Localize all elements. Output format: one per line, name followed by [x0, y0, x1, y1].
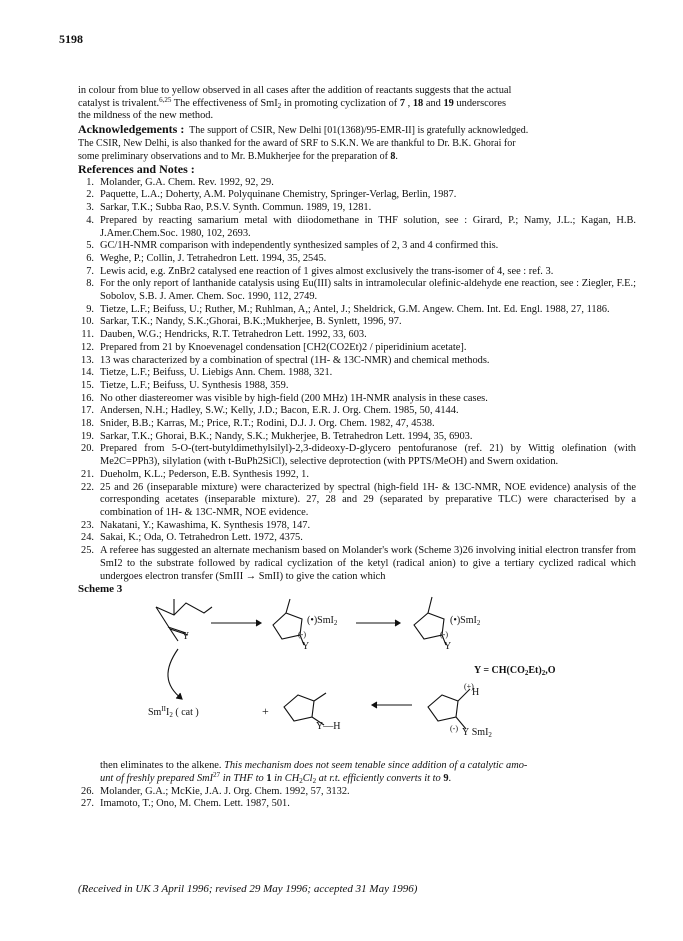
reference-item [78, 215, 636, 240]
reference-text: Prepared from 5-O-(tert-butyldimethylsilyl)-2,3-dideoxy-D-glycero pentofuranose (ref. 21) by Wittig olefination (with Me2C=PPh3), silylation (with t-BuPh2SiCl), selective deprotection (with PPTS/MeOH) and Swern oxidation. [100, 443, 636, 468]
reference-number: 16. [81, 392, 94, 404]
reference-item [78, 418, 636, 431]
reference-number: 27. [81, 798, 94, 810]
reference-number: 5. [86, 240, 94, 252]
reference-text: Sarkar, T.K.; Subba Rao, P.S.V. Synth. Commun. 1989, 19, 1281. [100, 202, 372, 214]
reference-item [78, 367, 636, 380]
reference-number: 13. [81, 354, 94, 366]
reference-item [78, 798, 636, 811]
reference-text: Dauben, W.G.; Hendricks, R.T. Tetrahedron Lett. 1992, 33, 603. [100, 329, 367, 341]
scheme-y-definition: $Y = CH(CO_2Et)_2,O$ [474, 665, 556, 678]
reference-text: Snider, B.B.; Karras, M.; Price, R.T.; Rodini, D.J. J. Org. Chem. 1982, 47, 4538. [100, 418, 435, 430]
reference-item [78, 253, 636, 266]
reference-text: Prepared by reacting samarium metal with diiodomethane in THF solution, see : Girard, P.; Namy, J.L.; Kagan, H.B. J.Amer.Chem.Soc. 1980, 102, 2693. [100, 214, 636, 239]
reference-text: Tietze, L.F.; Beifuss, U. Synthesis 1988, 359. [100, 379, 289, 391]
scheme-label-minus2: (-) [440, 630, 448, 640]
reference-text: Sarkar, T.K.; Ghorai, B.K.; Nandy, S.K.; Mukherjee, B. Tetrahedron Lett. 1994, 35, 6903. [100, 430, 473, 442]
reference-text: Imamoto, T.; Ono, M. Chem. Lett. 1987, 501. [100, 798, 290, 810]
reference-number: 25. [81, 545, 94, 557]
reference-text: Sakai, K.; Oda, O. Tetrahedron Lett. 1972, 4375. [100, 532, 303, 544]
scheme-label-y2: Y [302, 641, 310, 653]
scheme-label-smi2-2: (•)SmI$_2$ [450, 615, 481, 628]
reference-item [78, 304, 636, 317]
page-number: 5198 [59, 32, 83, 46]
reference-item [78, 380, 636, 393]
reference-item [78, 431, 636, 444]
reference-number: 3. [86, 202, 94, 214]
scheme-label-smi2-1: (•)SmI$_2$ [307, 615, 338, 628]
reference-text: Tietze, L.F.; Beifuss, U. Liebigs Ann. Chem. 1988, 321. [100, 367, 333, 379]
reference-item [78, 482, 636, 520]
reference-text: A referee has suggested an alternate mechanism based on Molander's work (Scheme 3)26 involving initial electron transfer from SmI2 to the substrate followed by radical cyclization of the ketyl (radical anion) to give a tertiary cyclized radical which undergoes electron transfer (SmIII → SmII) to give the cation which [100, 545, 636, 582]
acknowledgements: Acknowledgements : The support of CSIR, New Delhi [01(1368)/95-EMR-II] is gratefully acknowledged. The CSIR, New Delhi, is also thanked for the award of SRF to S.K.N. We are thankful to Dr. B.K. Ghorai for some preliminary observations and to Mr. B.Mukherjee for the preparation of 8. [78, 122, 529, 162]
reference-number: 22. [81, 481, 94, 493]
reference-item [78, 545, 636, 583]
reference-text: Dueholm, K.L.; Pederson, E.B. Synthesis 1992, 1. [100, 468, 309, 480]
scheme-label-plus: (+) [464, 682, 474, 692]
scheme-label-y1: Y [182, 631, 190, 643]
scheme-plus-sign: + [262, 704, 269, 719]
scheme-label-y3: Y [444, 641, 452, 653]
reference-text: For the only report of lanthanide catalysis using Eu(III) salts in intramolecular olefinic-aldehyde ene reaction, see : Ziegler, F.E.; Sobolov, S.B. J. Amer. Chem. Soc. 1990, 112, 2749. [100, 278, 636, 303]
references-heading: References and Notes : [78, 162, 195, 177]
reference-text: Weghe, P.; Collin, J. Tetrahedron Lett. 1994, 35, 2545. [100, 252, 327, 264]
scheme-label-h: H [472, 687, 480, 699]
reference-text: Paquette, L.A.; Doherty, A.M. Polyquinane Chemistry, Springer-Verlag, Berlin, 1987. [100, 189, 457, 201]
reference-text: Tietze, L.F.; Beifuss, U.; Ruther, M.; Ruhlman, A,; Antel, J.; Sheldrick, G.M. Angew. Chem. Int. Ed. Engl. 1988, 27, 1186. [100, 303, 610, 315]
reference-number: 1. [86, 176, 94, 188]
reference-item [78, 355, 636, 368]
scheme-label-minus3: (-) [450, 724, 458, 734]
reference-number: 20. [81, 443, 94, 455]
article-body [78, 85, 636, 811]
scheme-3 [78, 585, 636, 760]
reference-item [78, 329, 636, 342]
reference-number: 12. [81, 341, 94, 353]
references-list-end [78, 786, 636, 811]
reference-text: Molander, G.A.; McKie, J.A. J. Org. Chem. 1992, 57, 3132. [100, 785, 350, 797]
received-dates: (Received in UK 3 April 1996; revised 29 May 1996; accepted 31 May 1996) [78, 883, 418, 895]
reference-number: 2. [86, 189, 94, 201]
reference-number: 18. [81, 418, 94, 430]
reference-text: No other diastereomer was visible by high-field (200 MHz) 1H-NMR analysis in these cases. [100, 392, 488, 404]
reference-number: 11. [81, 329, 94, 341]
reference-item [78, 177, 636, 190]
reference-text: 13 was characterized by a combination of spectral (1H- & 13C-NMR) and chemical methods. [100, 354, 490, 366]
reference-item [78, 266, 636, 279]
reference-number: 17. [81, 405, 94, 417]
reference-number: 14. [81, 367, 94, 379]
reference-number: 10. [81, 316, 94, 328]
reference-number: 7. [86, 265, 94, 277]
reference-item [78, 189, 636, 202]
bond-chain [156, 603, 212, 615]
reference-number: 9. [86, 303, 94, 315]
scheme-label-minus1: (-) [298, 630, 306, 640]
scheme-label-yh: Y—H [316, 721, 341, 733]
reference-number: 23. [81, 519, 94, 531]
reference-item [78, 520, 636, 533]
reference-item [78, 240, 636, 253]
reference-item [78, 202, 636, 215]
reference-number: 19. [81, 430, 94, 442]
intro-paragraph: in colour from blue to yellow observed in all cases after the addition of reactants suggests that the actual catalyst is trivalent.$^{6,25}$ The effectiveness of SmI$_2$ in promoting cyclization of 7 , 18 and 19 underscores the mildness of the new method. [78, 85, 512, 122]
reference-text: Lewis acid, e.g. ZnBr2 catalysed ene reaction of 1 gives almost exclusively the trans-isomer of 4, see : ref. 3. [100, 265, 554, 277]
reference-number: 15. [81, 379, 94, 391]
reference-text: Prepared from 21 by Knoevenagel condensation [CH2(CO2Et)2 / piperidinium acetate]. [100, 341, 467, 353]
reference-item [78, 278, 636, 303]
reference-text: Sarkar, T.K.; Nandy, S.K.;Ghorai, B.K.;Mukherjee, B. Synlett, 1996, 97. [100, 316, 402, 328]
reference-number: 4. [86, 214, 94, 226]
reference-item [78, 405, 636, 418]
ack-heading: Acknowledgements : [78, 122, 185, 137]
reference-item [78, 786, 636, 799]
reference-item [78, 469, 636, 482]
reference-item [78, 443, 636, 468]
reference-number: 24. [81, 532, 94, 544]
reference-item [78, 393, 636, 406]
reference-number: 21. [81, 468, 94, 480]
reference-item [78, 532, 636, 545]
reference-item [78, 342, 636, 355]
scheme-label-smi2-3: Y SmI$_2$ [462, 727, 492, 740]
reference-number: 26. [81, 785, 94, 797]
reference-text: Andersen, N.H.; Hadley, S.W.; Kelly, J.D.; Bacon, E.R. J. Org. Chem. 1985, 50, 4144. [100, 405, 459, 417]
reference-number: 8. [86, 278, 94, 290]
ref-25-continuation: then eliminates to the alkene. This mechanism does not seem tenable since addition of a catalytic amo- unt of freshly prepared SmI$^{27}$ in THF to 1 in $CH_2Cl_2$ at r.t. efficiently converts it to 9. [100, 760, 528, 785]
scheme-title: Scheme 3 [78, 583, 123, 596]
reference-number: 6. [86, 252, 94, 264]
reference-text: 25 and 26 (inseparable mixture) were characterized by spectral (high-field 1H- & 13C-NMR, NOE evidence) analysis of the corresponding acetates (inseparable mixture). 27, 28 and 29 (separated by preparative TLC) were characterised by a combination of 1H- & 13C-NMR, NOE evidence. [100, 481, 636, 518]
reference-text: Nakatani, Y.; Kawashima, K. Synthesis 1978, 147. [100, 519, 311, 531]
reference-text: GC/1H-NMR comparison with independently synthesized samples of 2, 3 and 4 confirmed this. [100, 240, 499, 252]
scheme-catalyst-label: $Sm^{II}I_2$ ( cat ) [148, 705, 199, 720]
reference-item [78, 316, 636, 329]
references-list [78, 177, 636, 584]
reference-text: Molander, G.A. Chem. Rev. 1992, 92, 29. [100, 176, 274, 188]
